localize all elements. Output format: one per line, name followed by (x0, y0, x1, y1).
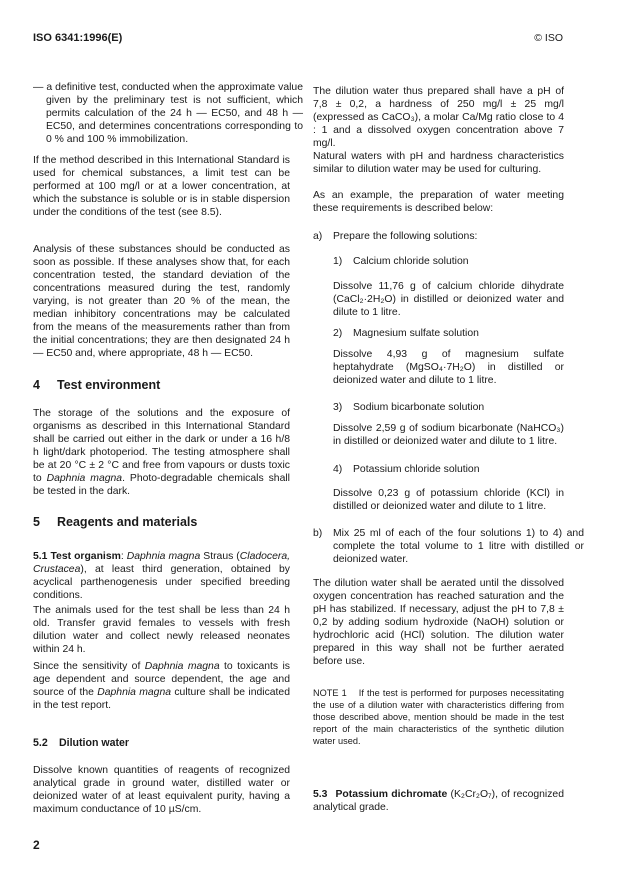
note-1: NOTE 1 If the test is performed for purposes necessitating the use of a dilution water with characteristics differing from those described above, mention should be made in the test report of the main characteristics of the synthetic dilution water used. (313, 688, 564, 746)
item-a: a) Prepare the following solutions: (313, 231, 478, 242)
solution-4-text: Dissolve 0,23 g of potassium chloride (KCl) in distilled or deionized water and dilute to 1 litre. (333, 488, 564, 512)
page-number: 2 (33, 838, 40, 852)
natural-waters-paragraph: Natural waters with pH and hardness characteristics similar to dilution water may be used for culturing. (313, 151, 564, 175)
solution-3-text: Dissolve 2,59 g of sodium bicarbonate (NaHCO₃) in distilled or deionized water and dilute to 1 litre. (333, 423, 564, 447)
dissolve-reagents-paragraph: Dissolve known quantities of reagents of recognized analytical grade in ground water, distilled water or deionized water of at least equivalent purity, having a maximum conductance of 10 µS/cm. (33, 765, 290, 815)
test-organism-paragraph: 5.1 Test organism: Daphnia magna Straus (Cladocera, Crustacea), at least third generation, obtained by acyclical parthenogenesis under specified breeding conditions. (33, 551, 291, 601)
section-5-3: 5.3 Potassium dichromate (K₂Cr₂O₇), of recognized analytical grade. (313, 789, 564, 813)
copyright: © ISO (534, 32, 563, 44)
ph-paragraph: The dilution water thus prepared shall have a pH of 7,8 ± 0,2, a hardness of 250 mg/l ± 25 mg/l (expressed as CaCO₃), a molar Ca/Mg ratio close to 4 : 1 and a dissolved oxygen concentration above 7 mg/l. (313, 86, 564, 149)
solution-2-heading: 2) Magnesium sulfate solution (333, 328, 479, 339)
example-paragraph: As an example, the preparation of water meeting these requirements is described below: (313, 190, 564, 214)
analysis-paragraph: Analysis of these substances should be conducted as soon as possible. If these analyses show that, for each concentration tested, the standard deviation of the concentrations measured during the test, randomly varying, is not greater than 20 % of the mean, the median inhibitory concentrations may be calculated from the means of the measurements rather than from the initial concentrations; they are then designated 24 h — EC50 and, where appropriate, 48 h — EC50. (33, 244, 290, 359)
section-4-heading: 4 Test environment (33, 378, 161, 392)
document-id: ISO 6341:1996(E) (33, 32, 123, 44)
solution-4-heading: 4) Potassium chloride solution (333, 464, 480, 475)
aeration-paragraph: The dilution water shall be aerated until the dissolved oxygen concentration has reached saturation and the pH has stabilized. If necessary, adjust the pH to 7,8 ± 0,2 by adding sodium hydroxide (NaOH) solution or hydrochloric acid (HCl) solution. The dilution water prepared in this way shall not be further aerated before use. (313, 578, 564, 667)
test-environment-paragraph: The storage of the solutions and the exposure of organisms as described in this International Standard shall be carried out either in the dark or under a 16 h/8 h light/dark photoperiod. The testing atmosphere shall be at 20 °C ± 2 °C and free from vapours or dusts toxic to Daphnia magna. Photo-degradable chemicals shall be tested in the dark. (33, 408, 290, 497)
item-b: b) Mix 25 ml of each of the four solutions 1) to 4) and complete the total volume to 1 litre with distilled or deionized water. (313, 528, 584, 565)
solution-2-text: Dissolve 4,93 g of magnesium sulfate heptahydrate (MgSO₄·7H₂O) in distilled or deionized water and dilute to 1 litre. (333, 349, 564, 386)
limit-test-paragraph: If the method described in this International Standard is used for chemical substances, a limit test can be performed at 100 mg/l or at a lower concentration, at which the substance is soluble or is in stable dispersion under the conditions of the test (see 8.5). (33, 155, 290, 218)
solution-1-heading: 1) Calcium chloride solution (333, 256, 469, 267)
solution-1-text: Dissolve 11,76 g of calcium chloride dihydrate (CaCl₂·2H₂O) in distilled or deionized water and dilute to 1 litre. (333, 281, 564, 318)
definitive-test-item: — a definitive test, conducted when the approximate value given by the preliminary test is not sufficient, which permits calculation of the 24 h — EC50, and 48 h — EC50, and determines concentrations corresponding to 0 % and 100 % immobilization. (33, 82, 303, 145)
animals-paragraph: The animals used for the test shall be less than 24 h old. Transfer gravid females to vessels with fresh dilution water and collect newly released neonates within 24 h. (33, 605, 290, 655)
sensitivity-paragraph: Since the sensitivity of Daphnia magna to toxicants is age dependent and source dependent, the age and source of the Daphnia magna culture shall be indicated in the test report. (33, 661, 290, 711)
solution-3-heading: 3) Sodium bicarbonate solution (333, 402, 485, 413)
section-5-heading: 5 Reagents and materials (33, 515, 198, 529)
section-5-2-heading: 5.2 Dilution water (33, 737, 130, 749)
